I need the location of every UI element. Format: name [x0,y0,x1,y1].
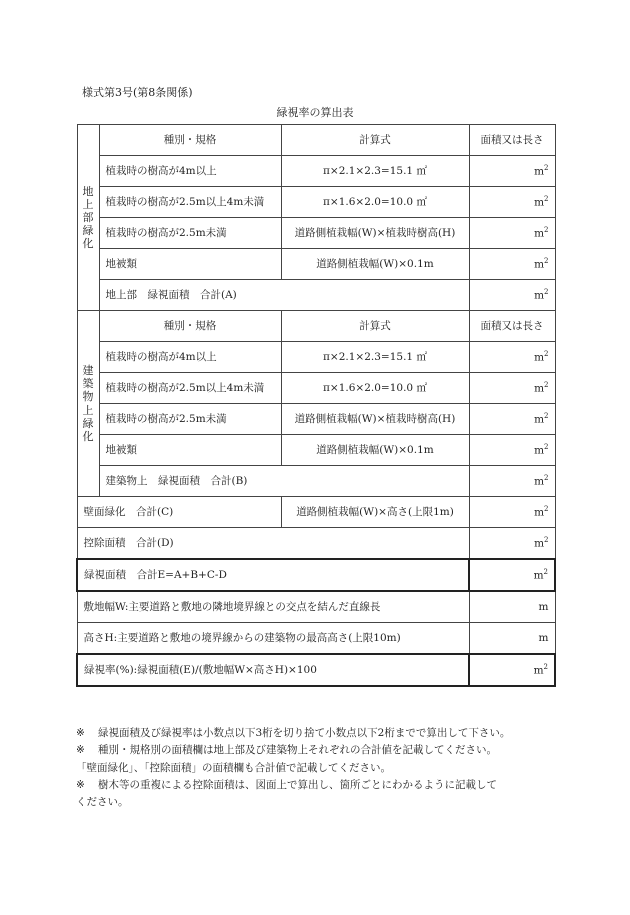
greenery-ratio-table [76,124,556,687]
area-input-cell[interactable]: $m^2$ [469,559,555,591]
note-mark: ※ [76,744,85,757]
page-title: 緑視率の算出表 [276,106,354,119]
area-input-cell[interactable]: $m^2$ [469,342,555,373]
formula-cell: 道路側植栽幅(W)×植栽時樹高(H) [281,404,469,435]
area-input-cell[interactable]: $m^2$ [469,373,555,404]
table-row [77,373,555,404]
table-row [77,435,555,466]
note-text: 樹木等の重複による控除面積は、図面上で算出し、箇所ごとにわかるように記載して [98,778,497,791]
formula-cell: π×1.6×2.0=10.0 ㎡ [281,187,469,218]
note-item [76,725,566,742]
wall-greening-label: 壁面緑化 合計(C) [77,497,281,528]
table-row [77,404,555,435]
subtotal-input-cell[interactable]: $m^2$ [469,466,555,497]
table-row [77,249,555,280]
formula-cell: 道路側植栽幅(W)×0.1m [281,435,469,466]
type-cell: 地被類 [99,249,281,280]
col-header-area: 面積又は長さ [469,311,555,342]
col-header-area: 面積又は長さ [469,125,555,156]
type-cell: 植栽時の樹高が4m以上 [99,156,281,187]
area-input-cell[interactable]: $m^2$ [469,187,555,218]
type-cell: 地被類 [99,435,281,466]
ratio-input-cell[interactable]: $m^2$ [469,654,555,686]
height-label: 高さH:主要道路と敷地の境界線からの建築物の最高高さ(上限10m) [77,623,469,655]
section-label-ground: 地 上 部 緑 化 [77,125,99,311]
formula-cell: 道路側植栽幅(W)×0.1m [281,249,469,280]
deduction-row [77,528,555,560]
col-header-formula: 計算式 [281,311,469,342]
wall-greening-row [77,497,555,528]
subtotal-label: 建築物上 緑視面積 合計(B) [99,466,469,497]
note-item [76,742,566,759]
formula-cell: π×1.6×2.0=10.0 ㎡ [281,373,469,404]
type-cell: 植栽時の樹高が2.5m未満 [99,218,281,249]
green-area-total-row [77,559,555,591]
type-cell: 植栽時の樹高が4m以上 [99,342,281,373]
ratio-row [77,654,555,686]
area-input-cell[interactable]: $m^2$ [469,249,555,280]
area-input-cell[interactable]: $m^2$ [469,435,555,466]
section-label-building: 建 築 物 上 緑 化 [77,311,99,497]
note-item [76,777,566,794]
table-header-row [77,311,555,342]
col-header-formula: 計算式 [281,125,469,156]
form-number: 様式第3号(第8条関係) [82,86,193,99]
subtotal-row [77,280,555,311]
type-cell: 植栽時の樹高が2.5m以上4m未満 [99,373,281,404]
note-mark: ※ [76,778,85,791]
subtotal-input-cell[interactable]: $m^2$ [469,280,555,311]
height-row [77,623,555,655]
formula-cell: 道路側植栽幅(W)×高さ(上限1m) [281,497,469,528]
note-text: 種別・規格別の面積欄は地上部及び建築物上それぞれの合計値を記載してください。 [98,744,497,757]
table-row [77,218,555,249]
formula-cell: π×2.1×2.3=15.1 ㎡ [281,156,469,187]
area-input-cell[interactable]: $m^2$ [469,156,555,187]
type-cell: 植栽時の樹高が2.5m未満 [99,404,281,435]
green-area-label: 緑視面積 合計E=A+B+C-D [77,559,469,591]
table-row [77,342,555,373]
formula-cell: 道路側植栽幅(W)×植栽時樹高(H) [281,218,469,249]
area-input-cell[interactable]: $m^2$ [469,528,555,560]
subtotal-label: 地上部 緑視面積 合計(A) [99,280,469,311]
col-header-type: 種別・規格 [99,125,281,156]
note-mark: ※ [76,727,85,739]
area-input-cell[interactable]: $m^2$ [469,218,555,249]
site-width-row [77,591,555,623]
col-header-type: 種別・規格 [99,311,281,342]
subtotal-row [77,466,555,497]
note-text: 緑視面積及び緑視率は小数点以下3桁を切り捨て小数点以下2桁までで算出して下さい。 [98,727,511,739]
note-continuation: ください。 [76,796,129,809]
notes-section [76,725,566,812]
table-header-row [77,125,555,156]
site-width-label: 敷地幅W:主要道路と敷地の隣地境界線との交点を結んだ直線長 [77,591,469,623]
ratio-label: 緑視率(%):緑視面積(E)/(敷地幅W×高さH)×100 [77,654,469,686]
length-input-cell[interactable]: m [469,623,555,655]
note-continuation: 「壁面緑化」、「控除面積」の面積欄も合計値で記載してください。 [76,761,391,774]
table-row [77,156,555,187]
deduction-label: 控除面積 合計(D) [77,528,469,560]
table-row [77,187,555,218]
type-cell: 植栽時の樹高が2.5m以上4m未満 [99,187,281,218]
length-input-cell[interactable]: m [469,591,555,623]
area-input-cell[interactable]: $m^2$ [469,497,555,528]
formula-cell: π×2.1×2.3=15.1 ㎡ [281,342,469,373]
area-input-cell[interactable]: $m^2$ [469,404,555,435]
